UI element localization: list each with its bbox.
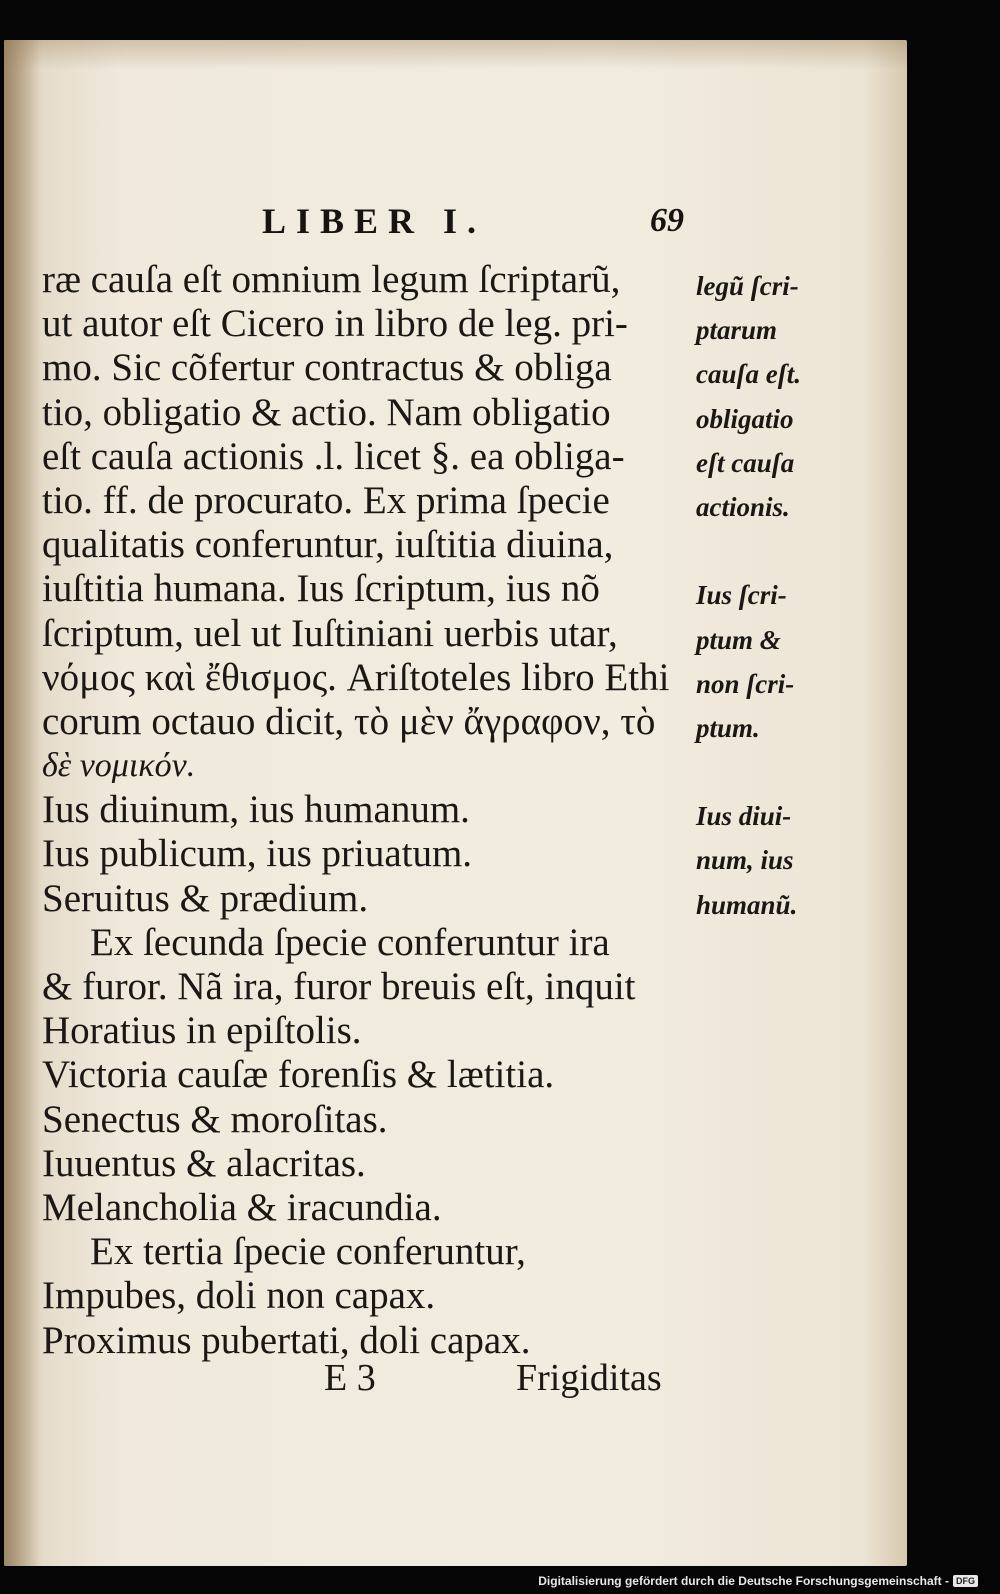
text-line: ut autor eſt Cicero in libro de leg. pri- xyxy=(42,302,628,346)
marginal-note-line: actionis. xyxy=(696,491,790,522)
signature-mark: E 3 xyxy=(324,1357,376,1399)
main-text-block xyxy=(42,258,702,1363)
text-line: & furor. Nã ira, furor breuis eſt, inquit xyxy=(42,965,636,1008)
text-line: iuſtitia humana. Ius ſcriptum, ius nõ xyxy=(42,567,600,611)
text-line: tio. ff. de procurato. Ex prima ſpecie xyxy=(42,478,610,522)
text-line: Melancholia & iracundia. xyxy=(42,1185,442,1229)
marginal-note-line: humanũ. xyxy=(696,889,798,920)
text-line: Iuuentus & alacritas. xyxy=(42,1141,366,1185)
catchword: Frigiditas xyxy=(516,1357,662,1399)
text-line: tio, obligatio & actio. Nam obligatio xyxy=(42,390,611,434)
text-line: eſt cauſa actionis .l. licet §. ea obliga- xyxy=(42,434,625,478)
marginal-note-line xyxy=(696,750,836,794)
marginal-note-line: ptarum xyxy=(696,315,778,346)
text-line: Ex tertia ſpecie conferuntur, xyxy=(90,1230,526,1274)
text-line: corum octauo dicit, τὸ μὲν ἄγραφον, τὸ xyxy=(42,699,656,743)
text-line: νόμος καὶ ἔθισμος. Ariſtoteles libro Ethi xyxy=(42,655,670,699)
credit-text: Digitalisierung gefördert durch die Deutsche Forschungsgemeinschaft - xyxy=(538,1574,949,1588)
running-head: LIBER I. xyxy=(262,201,487,241)
dfg-logo-icon: DFG xyxy=(953,1575,978,1587)
marginal-note-line: Ius diui- xyxy=(696,801,792,832)
text-line: ſcriptum, uel ut Iuſtiniani uerbis utar, xyxy=(42,611,618,655)
page-footer xyxy=(4,1356,907,1402)
digitization-credit xyxy=(538,1574,978,1588)
marginal-note-line: Ius ſcri- xyxy=(696,580,787,611)
text-line: Victoria cauſæ forenſis & lætitia. xyxy=(42,1053,555,1097)
text-line: Ex ſecunda ſpecie conferuntur ira xyxy=(90,920,610,964)
text-line: δὲ νομικόν. xyxy=(42,747,196,785)
folio-number: 69 xyxy=(650,202,684,239)
marginal-note-line: ptum. xyxy=(696,712,760,743)
marginal-note-line xyxy=(696,529,836,573)
marginal-note-line: non ſcri- xyxy=(696,668,795,699)
marginal-note-line: cauſa eſt. xyxy=(696,359,801,390)
marginal-note-line: num, ius xyxy=(696,845,794,876)
text-line: Senectus & moroſitas. xyxy=(42,1097,388,1141)
text-line: mo. Sic cõfertur contractus & obliga xyxy=(42,346,612,390)
marginal-note-line: legũ ſcri- xyxy=(696,271,799,301)
text-line: ræ cauſa eſt omnium legum ſcriptarũ, xyxy=(42,258,621,301)
marginal-notes xyxy=(696,264,836,927)
book-page xyxy=(4,40,907,1566)
text-line: Horatius in epiſtolis. xyxy=(42,1009,362,1053)
page-header xyxy=(4,200,907,240)
text-line: Ius diuinum, ius humanum. xyxy=(42,788,470,832)
text-line: Proximus pubertati, doli capax. xyxy=(42,1318,531,1362)
marginal-note-line: ptum & xyxy=(696,624,781,655)
marginal-note-line: eſt cauſa xyxy=(696,447,795,478)
text-line: Impubes, doli non capax. xyxy=(42,1274,436,1318)
text-line: qualitatis conferuntur, iuſtitia diuina, xyxy=(42,523,614,567)
text-line: Ius publicum, ius priuatum. xyxy=(42,832,473,876)
marginal-note-line: obligatio xyxy=(696,403,794,434)
text-line: Seruitus & prædium. xyxy=(42,876,369,920)
